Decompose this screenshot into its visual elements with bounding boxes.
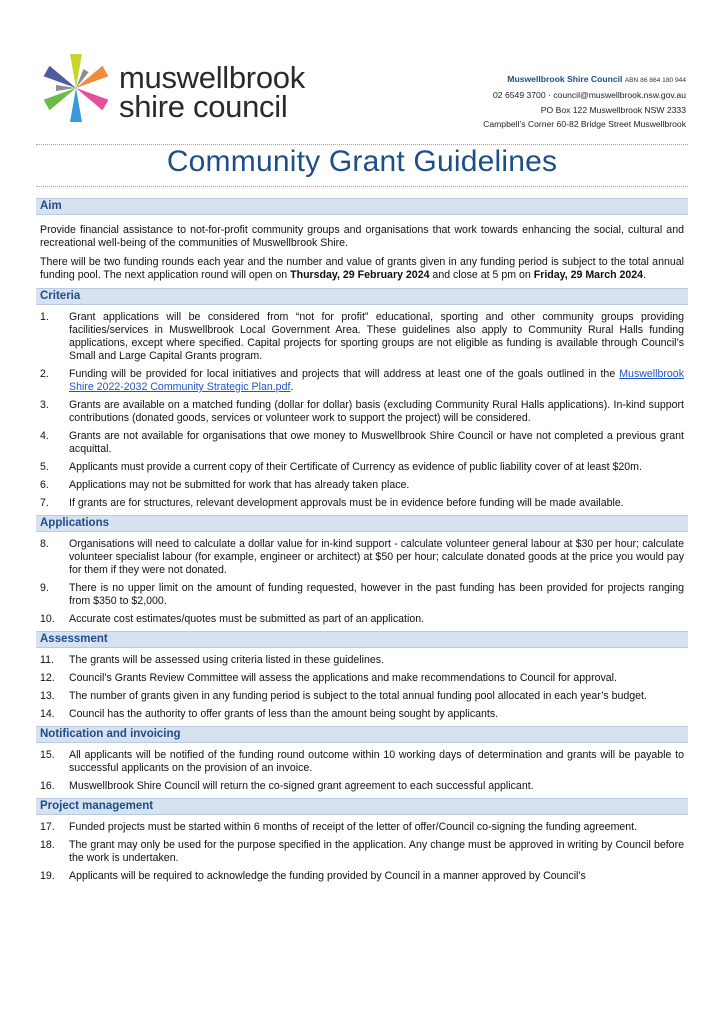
item-text: The number of grants given in any funding period is subject to the total annual funding pool allocated in each year’s budget. [69, 690, 647, 702]
item-text: There is no upper limit on the amount of funding requested, however in the past funding has been provided for projects ranging from $350 to $2,000. [69, 582, 684, 607]
list-item [36, 749, 688, 775]
section-heading-aim: Aim [36, 198, 688, 215]
section-heading-notification: Notification and invoicing [36, 726, 688, 743]
list-item [36, 461, 688, 474]
item-number: 10. [40, 613, 55, 625]
list-item [36, 654, 688, 667]
item-text: Applicants must provide a current copy of their Certificate of Currency as evidence of public liability cover of at least $20m. [69, 461, 642, 473]
item-number: 2. [40, 368, 49, 380]
item-number: 17. [40, 821, 55, 833]
aim-text: There will be two funding rounds each year and the number and value of grants given in any funding period is subject to the total annual funding pool. The next application round will open on [40, 256, 684, 281]
section-heading-applications: Applications [36, 515, 688, 532]
project-list [36, 821, 688, 883]
item-number: 4. [40, 430, 49, 442]
phone-email: 02 6549 3700 · council@muswellbrook.nsw.gov.au [493, 90, 686, 101]
item-number: 3. [40, 399, 49, 411]
list-item [36, 582, 688, 608]
item-number: 6. [40, 479, 49, 491]
item-text: If grants are for structures, relevant development approvals must be in evidence before funding will be made available. [69, 497, 624, 509]
item-number: 12. [40, 672, 55, 684]
aim-text: . [643, 269, 647, 281]
strategic-plan-link[interactable]: Muswellbrook Shire 2022-2032 Community Strategic Plan.pdf [69, 368, 684, 393]
notification-list [36, 749, 688, 793]
item-number: 5. [40, 461, 49, 473]
item-number: 1. [40, 311, 49, 323]
list-item [36, 479, 688, 492]
criteria-list [36, 311, 688, 510]
list-item [36, 821, 688, 834]
item-number: 7. [40, 497, 49, 509]
item-text: Grants are not available for organisations that owe money to Muswellbrook Shire Council or have not completed a previous grant acquittal. [69, 430, 684, 455]
content [36, 195, 688, 888]
assessment-list [36, 654, 688, 721]
item-text: Muswellbrook Shire Council will return the co-signed grant agreement to each successful applicant. [69, 780, 534, 792]
list-item [36, 399, 688, 425]
contact-block [483, 72, 686, 131]
street-address: Campbell’s Corner 60-82 Bridge Street Muswellbrook [483, 118, 686, 129]
item-text: Funding will be provided for local initiatives and projects that will address at least one of the goals outlined in the [69, 368, 620, 380]
open-date: Thursday, 29 February 2024 [290, 269, 430, 281]
brand-line-1: muswellbrook [119, 60, 305, 95]
item-text: Applications may not be submitted for work that has already taken place. [69, 479, 410, 491]
section-heading-assessment: Assessment [36, 631, 688, 648]
list-item [36, 708, 688, 721]
aim-paragraph-2 [40, 256, 684, 282]
item-number: 8. [40, 538, 49, 550]
item-text: Council has the authority to offer grants of less than the amount being sought by applicants. [69, 708, 499, 720]
list-item [36, 311, 688, 363]
item-number: 19. [40, 870, 55, 882]
po-box: PO Box 122 Muswellbrook NSW 2333 [540, 104, 686, 115]
item-number: 15. [40, 749, 55, 761]
item-text: Accurate cost estimates/quotes must be submitted as part of an application. [69, 613, 425, 625]
brand-wordmark [119, 60, 305, 124]
list-item [36, 613, 688, 626]
item-number: 16. [40, 780, 55, 792]
close-date: Friday, 29 March 2024 [533, 269, 644, 281]
brand-line-2: shire council [119, 89, 288, 124]
item-number: 18. [40, 839, 55, 851]
applications-list [36, 538, 688, 626]
item-number: 14. [40, 708, 55, 720]
item-text: Council’s Grants Review Committee will assess the applications and make recommendations to Council for approval. [69, 672, 617, 684]
item-text: All applicants will be notified of the funding round outcome within 10 working days of determination and grants will be payable to successful applicants on the provision of an invoice. [69, 749, 684, 774]
item-text: Grants are available on a matched funding (dollar for dollar) basis (excluding Community Rural Halls applications). In-kind support contributions (donated goods, services or volunteer work to support the project) will be considered. [69, 399, 684, 424]
item-text: Organisations will need to calculate a dollar value for in-kind support - calculate volunteer general labour at $30 per hour; calculate volunteer specialist labour (for example, engineer or architect) at $50 per hour; calculate donated goods at the price you would pay for them if they were not donated. [69, 538, 684, 576]
section-heading-criteria: Criteria [36, 288, 688, 305]
list-item [36, 690, 688, 703]
list-item [36, 839, 688, 865]
list-item [36, 870, 688, 883]
item-number: 13. [40, 690, 55, 702]
aim-text: and close at 5 pm on [429, 269, 534, 281]
list-item [36, 780, 688, 793]
item-text: Funded projects must be started within 6 months of receipt of the letter of offer/Council co-signing the funding agreement. [69, 821, 638, 833]
divider-title [36, 186, 688, 187]
item-text: Grant applications will be considered from “not for profit” educational, sporting and other community groups providing facilities/services in Muswellbrook Local Government Area. These guidelines also apply to Community Rural Halls funding applications, except where specified. Capital projects for sporting groups are not eligible as funding is available through Council’s Small and Large Capital Grants program. [69, 311, 684, 362]
item-text: . [290, 381, 294, 393]
item-text: Applicants will be required to acknowledge the funding provided by Council in a manner approved by Council’s [69, 870, 586, 882]
org-name: Muswellbrook Shire Council [507, 74, 623, 84]
item-text: The grants will be assessed using criteria listed in these guidelines. [69, 654, 385, 666]
list-item [36, 430, 688, 456]
list-item [36, 497, 688, 510]
section-heading-project-management: Project management [36, 798, 688, 815]
list-item [36, 538, 688, 577]
abn: ABN 86 864 180 944 [624, 77, 686, 84]
list-item [36, 672, 688, 685]
item-number: 9. [40, 582, 49, 594]
item-text: The grant may only be used for the purpose specified in the application. Any change must be approved in writing by Council before the work is undertaken. [69, 839, 684, 864]
aim-paragraph-1: Provide financial assistance to not-for-profit community groups and organisations that work towards enhancing the social, cultural and recreational well-being of the communities of Muswellbrook Shire. [40, 224, 684, 249]
page-title: Community Grant Guidelines [166, 145, 558, 178]
list-item [36, 368, 688, 394]
council-logo [36, 48, 116, 128]
item-number: 11. [40, 654, 54, 666]
